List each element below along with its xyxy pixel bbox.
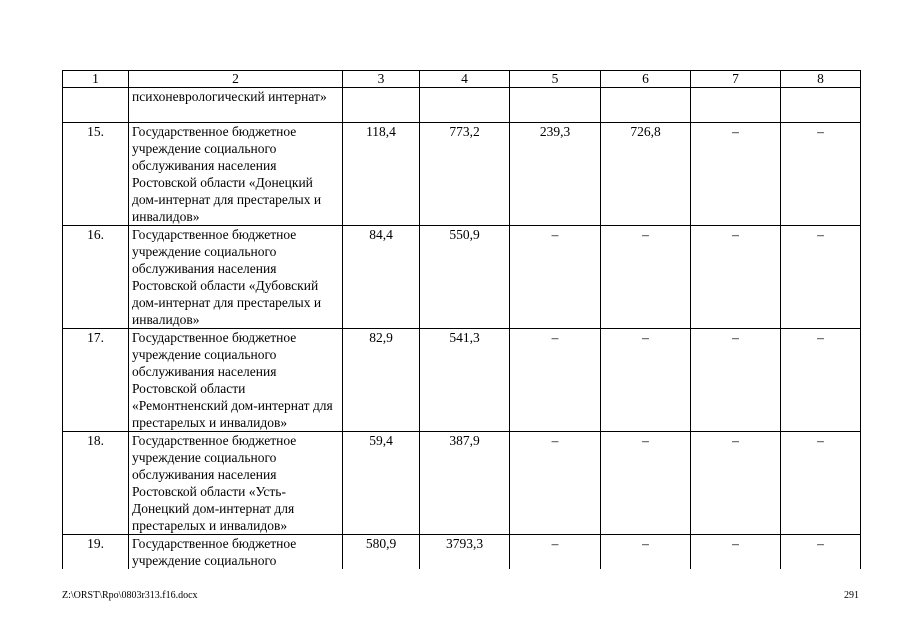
cell-empty (420, 88, 510, 123)
cell-empty (601, 88, 691, 123)
cell-col8: – (781, 535, 861, 570)
continuation-row (63, 88, 861, 123)
cell-name: Государственное бюджетное учреждение социального обслуживания населения Ростовской области «Ремонтненский дом-интернат для престарелых и инвалидов» (129, 329, 343, 432)
cell-col4: 773,2 (420, 123, 510, 226)
cell-col6: – (601, 432, 691, 535)
cell-num: 18. (63, 432, 129, 535)
table-row (63, 226, 861, 329)
col-header-1: 1 (63, 71, 129, 88)
footer-file-path: Z:\ORST\Rpo\0803r313.f16.docx (62, 590, 198, 601)
cell-col4: 550,9 (420, 226, 510, 329)
col-header-7: 7 (691, 71, 781, 88)
cell-col6: 726,8 (601, 123, 691, 226)
cell-num (63, 88, 129, 123)
cell-col7: – (691, 432, 781, 535)
cell-col6: – (601, 535, 691, 570)
cell-num: 17. (63, 329, 129, 432)
footer-page-number: 291 (844, 590, 859, 601)
cell-col3: 59,4 (343, 432, 420, 535)
table-row (63, 535, 861, 570)
cell-col5: – (510, 226, 601, 329)
budget-table (62, 70, 861, 569)
cell-empty (343, 88, 420, 123)
table-row (63, 432, 861, 535)
table-row (63, 329, 861, 432)
cell-col7: – (691, 226, 781, 329)
cell-col4: 541,3 (420, 329, 510, 432)
cell-col4: 387,9 (420, 432, 510, 535)
cell-col7: – (691, 535, 781, 570)
cell-col8: – (781, 432, 861, 535)
cell-empty (691, 88, 781, 123)
cell-col5: – (510, 432, 601, 535)
cell-col7: – (691, 329, 781, 432)
cell-col3: 580,9 (343, 535, 420, 570)
table-row (63, 123, 861, 226)
cell-col3: 82,9 (343, 329, 420, 432)
cell-col5: – (510, 329, 601, 432)
col-header-2: 2 (129, 71, 343, 88)
cell-col3: 84,4 (343, 226, 420, 329)
cell-col6: – (601, 329, 691, 432)
cell-col4: 3793,3 (420, 535, 510, 570)
cell-name: Государственное бюджетное учреждение социального обслуживания населения Ростовской области «Усть-Донецкий дом-интернат для престарелых и инвалидов» (129, 432, 343, 535)
cell-num: 19. (63, 535, 129, 570)
cell-col5: 239,3 (510, 123, 601, 226)
col-header-8: 8 (781, 71, 861, 88)
cell-col7: – (691, 123, 781, 226)
cell-col6: – (601, 226, 691, 329)
cell-num: 15. (63, 123, 129, 226)
col-header-6: 6 (601, 71, 691, 88)
cell-empty (510, 88, 601, 123)
cell-name: Государственное бюджетное учреждение социального обслуживания населения Ростовской области «Дубовский дом-интернат для престарелых и инвалидов» (129, 226, 343, 329)
cell-empty (781, 88, 861, 123)
cell-name: Государственное бюджетное учреждение социального обслуживания населения Ростовской области «Донецкий дом-интернат для престарелых и инвалидов» (129, 123, 343, 226)
cell-col3: 118,4 (343, 123, 420, 226)
cell-name: Государственное бюджетное учреждение социального (129, 535, 343, 570)
cell-name: психоневрологический интернат» (129, 88, 343, 123)
cell-num: 16. (63, 226, 129, 329)
cell-col5: – (510, 535, 601, 570)
col-header-3: 3 (343, 71, 420, 88)
cell-col8: – (781, 226, 861, 329)
col-header-4: 4 (420, 71, 510, 88)
col-header-5: 5 (510, 71, 601, 88)
header-row (63, 71, 861, 88)
cell-col8: – (781, 123, 861, 226)
cell-col8: – (781, 329, 861, 432)
